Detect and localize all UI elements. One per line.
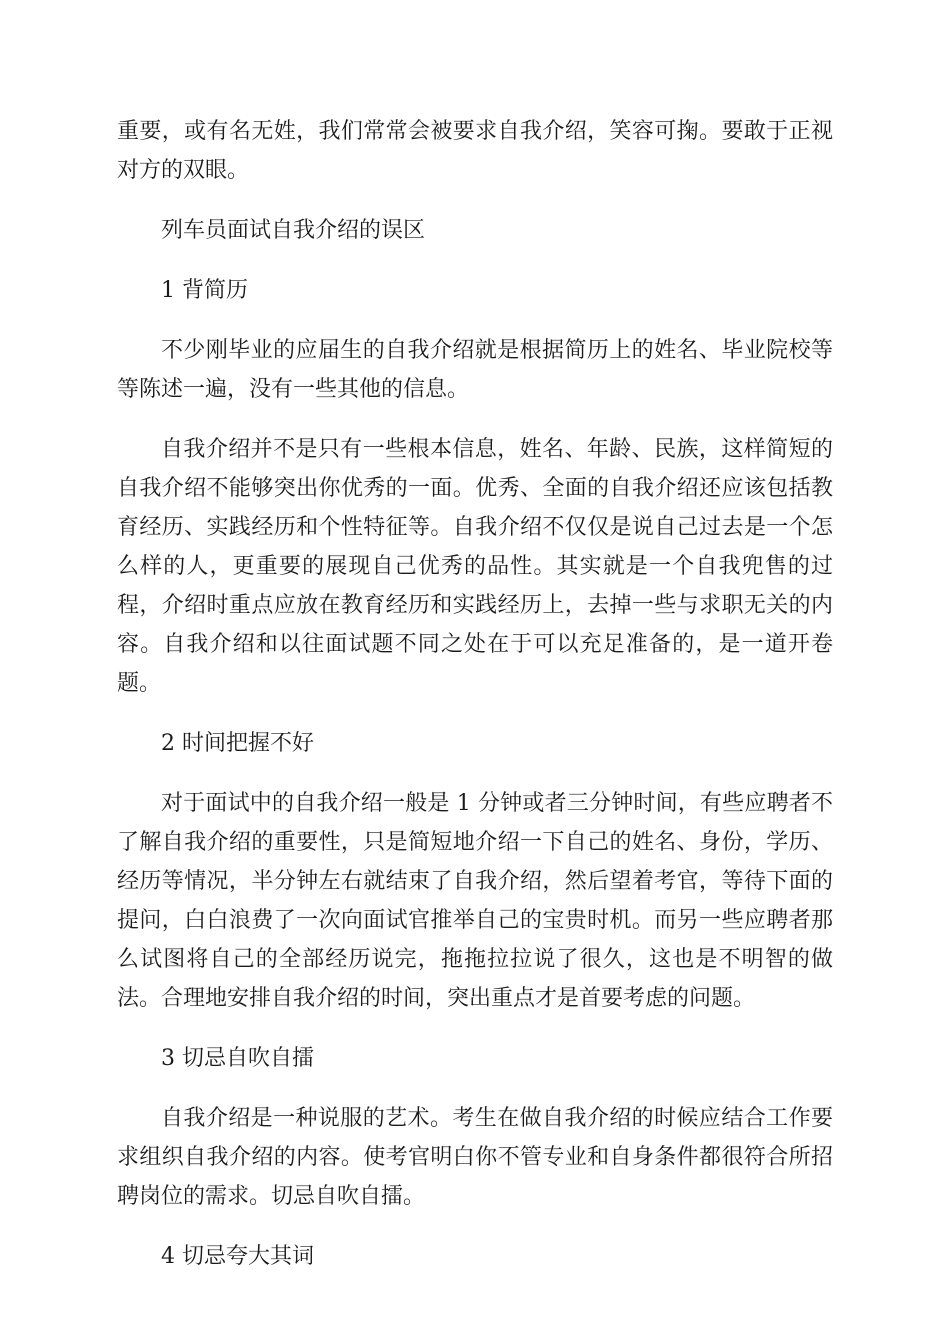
paragraph: 自我介绍是一种说服的艺术。考生在做自我介绍的时候应结合工作要求组织自我介绍的内容。使考官明白你不管专业和自身条件都很符合所招聘岗位的需求。切忌自吹自擂。 (117, 1106, 833, 1209)
subheading-3: 3 切忌自吹自擂 (161, 1046, 314, 1071)
subheading-2: 2 时间把握不好 (161, 731, 314, 756)
document-body (117, 112, 833, 1297)
subheading-1: 1 背简历 (161, 278, 248, 303)
section-heading-misconceptions: 列车员面试自我介绍的误区 (161, 218, 426, 243)
paragraph: 对于面试中的自我介绍一般是 1 分钟或者三分钟时间，有些应聘者不了解自我介绍的重要性，只是简短地介绍一下自己的姓名、身份，学历、经历等情况，半分钟左右就结束了自我介绍，然后望着考官，等待下面的提问，白白浪费了一次向面试官推举自己的宝贵时机。而另一些应聘者那么试图将自己的全部经历说完，拖拖拉拉说了很久，这也是不明智的做法。合理地安排自我介绍的时间，突出重点才是首要考虑的问题。 (117, 791, 833, 1011)
subheading-4: 4 切忌夸大其词 (161, 1244, 314, 1269)
paragraph-continued: 重要，或有名无姓，我们常常会被要求自我介绍，笑容可掬。要敢于正视对方的双眼。 (117, 119, 833, 183)
paragraph: 不少刚毕业的应届生的自我介绍就是根据简历上的姓名、毕业院校等等陈述一遍，没有一些其他的信息。 (117, 338, 833, 402)
paragraph: 自我介绍并不是只有一些根本信息，姓名、年龄、民族，这样简短的自我介绍不能够突出你优秀的一面。优秀、全面的自我介绍还应该包括教育经历、实践经历和个性特征等。自我介绍不仅仅是说自己过去是一个怎么样的人，更重要的展现自己优秀的品性。其实就是一个自我兜售的过程，介绍时重点应放在教育经历和实践经历上，去掉一些与求职无关的内容。自我介绍和以往面试题不同之处在于可以充足准备的，是一道开卷题。 (117, 437, 833, 696)
